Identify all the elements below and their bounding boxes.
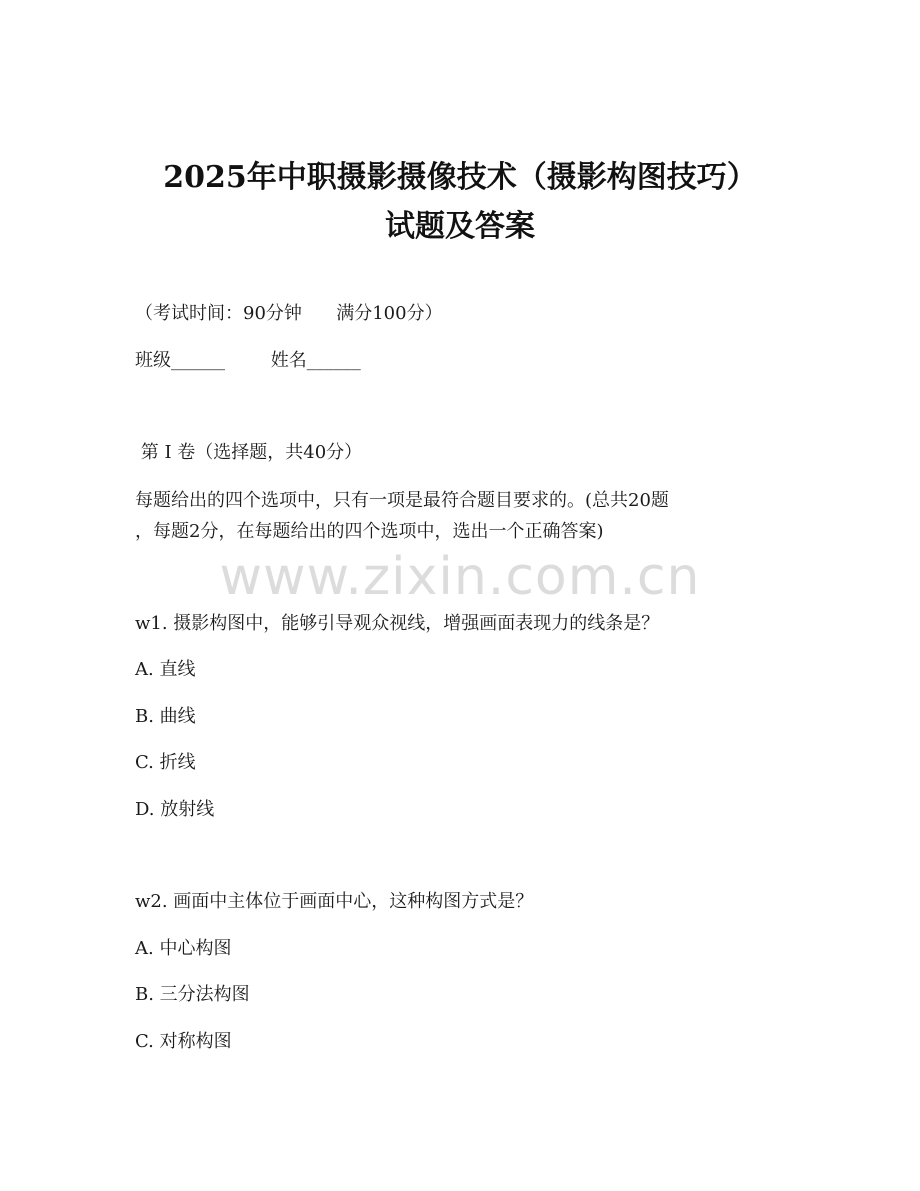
instructions-line-2: ，每题2分，在每题给出的四个选项中，选出一个正确答案)	[135, 521, 604, 542]
document-title-line-1: 2025年中职摄影摄像技术（摄影构图技巧）	[163, 160, 757, 195]
question-option: A. 中心构图	[135, 938, 232, 959]
section-title: 第 I 卷（选择题，共40分）	[135, 442, 363, 463]
exam-info: （考试时间：90分钟 满分100分）	[135, 303, 443, 324]
instructions-line-1: 每题给出的四个选项中，只有一项是最符合题目要求的。(总共20题	[135, 490, 669, 511]
question-option: C. 折线	[135, 752, 196, 773]
watermark: www.zixin.com.cn	[219, 547, 701, 607]
question-stem: w2. 画面中主体位于画面中心，这种构图方式是？	[135, 891, 534, 912]
document-title-line-2: 试题及答案	[385, 209, 535, 244]
question-option: C. 对称构图	[135, 1031, 232, 1052]
question-option: B. 三分法构图	[135, 984, 250, 1005]
question-stem: w1. 摄影构图中，能够引导观众视线，增强画面表现力的线条是？	[135, 613, 660, 634]
question-option: D. 放射线	[135, 799, 215, 820]
class-name-line: 班级______ 姓名______	[135, 350, 361, 371]
question-option: B. 曲线	[135, 706, 196, 727]
question-option: A. 直线	[135, 659, 196, 680]
